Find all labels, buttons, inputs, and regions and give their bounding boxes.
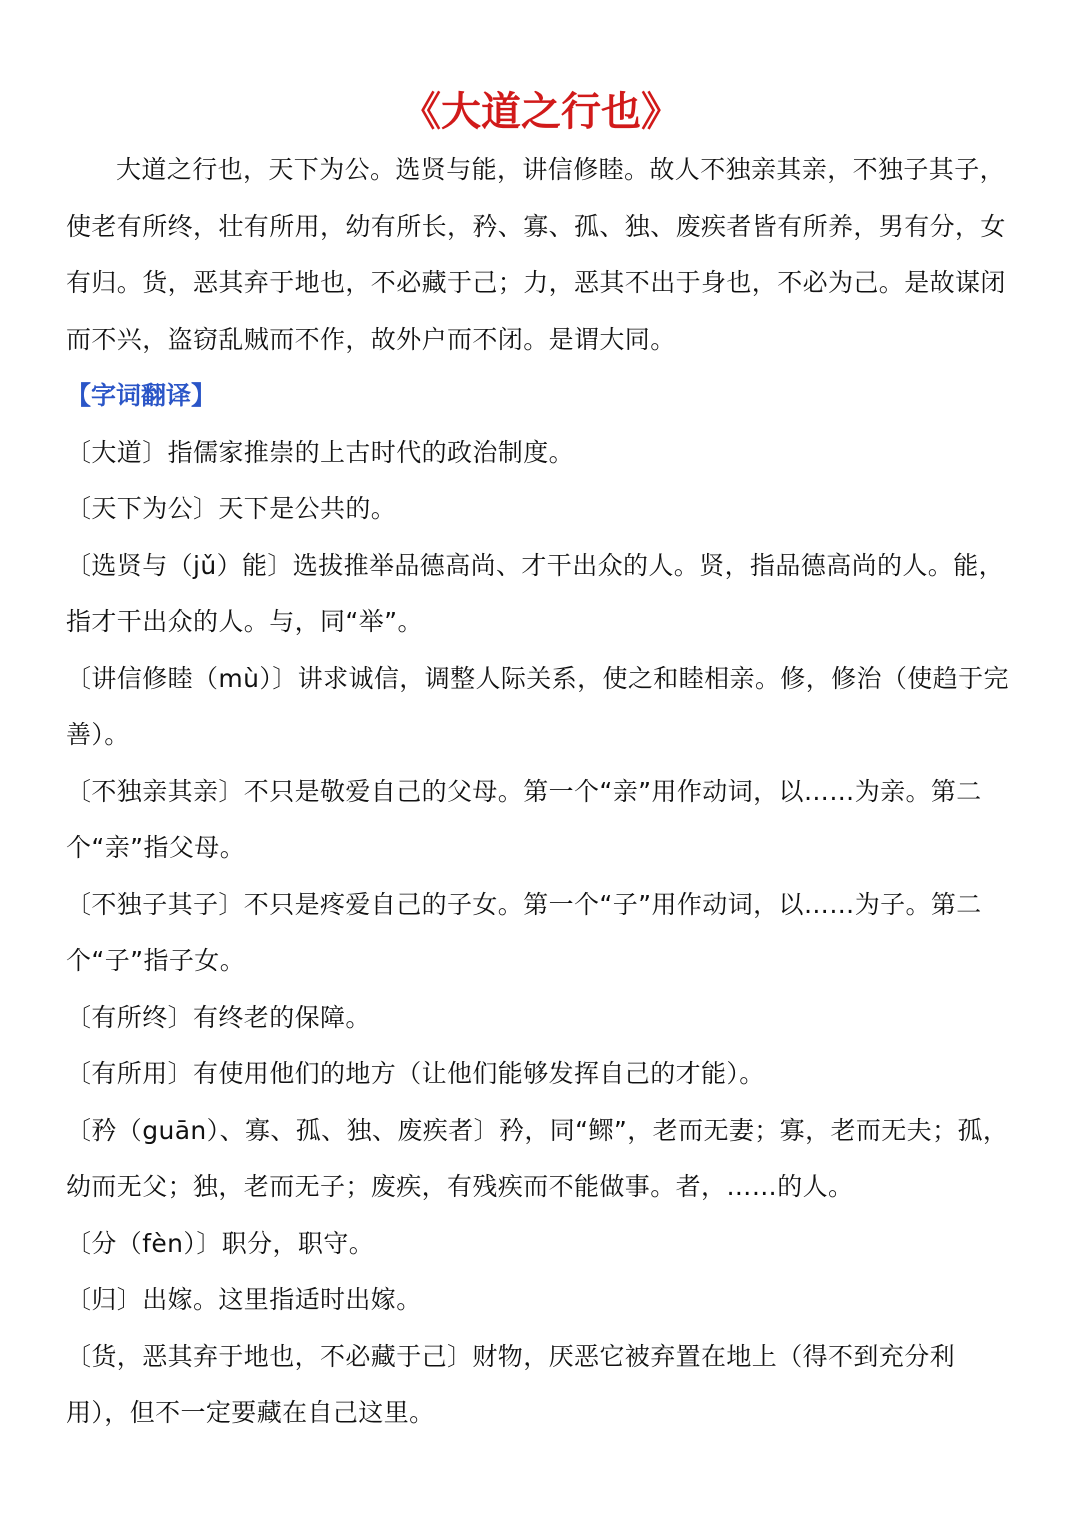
document-title: 《大道之行也》 <box>401 89 681 135</box>
vocab-entry-jiangxinxiumu: 〔讲信修睦（mù）〕讲求诚信，调整人际关系，使之和睦相亲。修，修治（使趋于完善）。 <box>66 663 1009 749</box>
vocab-entry-yousuozhong: 〔有所终〕有终老的保障。 <box>66 1002 371 1032</box>
vocab-entry-tianxiaweigong: 〔天下为公〕天下是公共的。 <box>66 494 397 523</box>
section-heading-vocabulary: 【字词翻译】 <box>66 381 217 410</box>
vocab-entry-yousuoyong: 〔有所用〕有使用他们的地方（让他们能够发挥自己的才能）。 <box>66 1059 765 1088</box>
vocab-entry-fen: 〔分（fèn）〕职分，职守。 <box>66 1228 375 1258</box>
vocab-entry-dadao: 〔大道〕指儒家推崇的上古时代的政治制度。 <box>66 437 575 467</box>
vocab-entry-budu-qinqiqin: 〔不独亲其亲〕不只是敬爱自己的父母。第一个“亲”用作动词，以……为亲。第二个“亲”指父母。 <box>66 776 982 862</box>
vocab-entry-gui: 〔归〕出嫁。这里指适时出嫁。 <box>66 1285 422 1314</box>
vocab-entry-guan-gua-gu-du: 〔矜（guān）、寡、孤、独、废疾者〕矜，同“鳏”，老而无妻；寡，老而无夫；孤，幼而无父；独，老而无子；废疾，有残疾而不能做事。者，……的人。 <box>66 1115 1009 1201</box>
original-text-paragraph: 大道之行也，天下为公。选贤与能，讲信修睦。故人不独亲其亲，不独子其子，使老有所终，壮有所用，幼有所长，矜、寡、孤、独、废疾者皆有所养，男有分，女有归。货，恶其弃于地也，不必藏于己；力，恶其不出于身也，不必为己。是故谋闭而不兴，盗窃乱贼而不作，故外户而不闭。是谓大同。 <box>66 155 1006 354</box>
vocab-entry-budu-ziqizi: 〔不独子其子〕不只是疼爱自己的子女。第一个“子”用作动词，以……为子。第二个“子”指子女。 <box>66 889 982 975</box>
vocab-entry-huo: 〔货，恶其弃于地也，不必藏于己〕财物，厌恶它被弃置在地上（得不到充分利用），但不一定要藏在自己这里。 <box>66 1341 956 1427</box>
vocab-entry-xuanxianyuneng: 〔选贤与（jǔ）能〕选拔推举品德高尚、才干出众的人。贤，指品德高尚的人。能，指才干出众的人。与，同“举”。 <box>66 550 1004 636</box>
